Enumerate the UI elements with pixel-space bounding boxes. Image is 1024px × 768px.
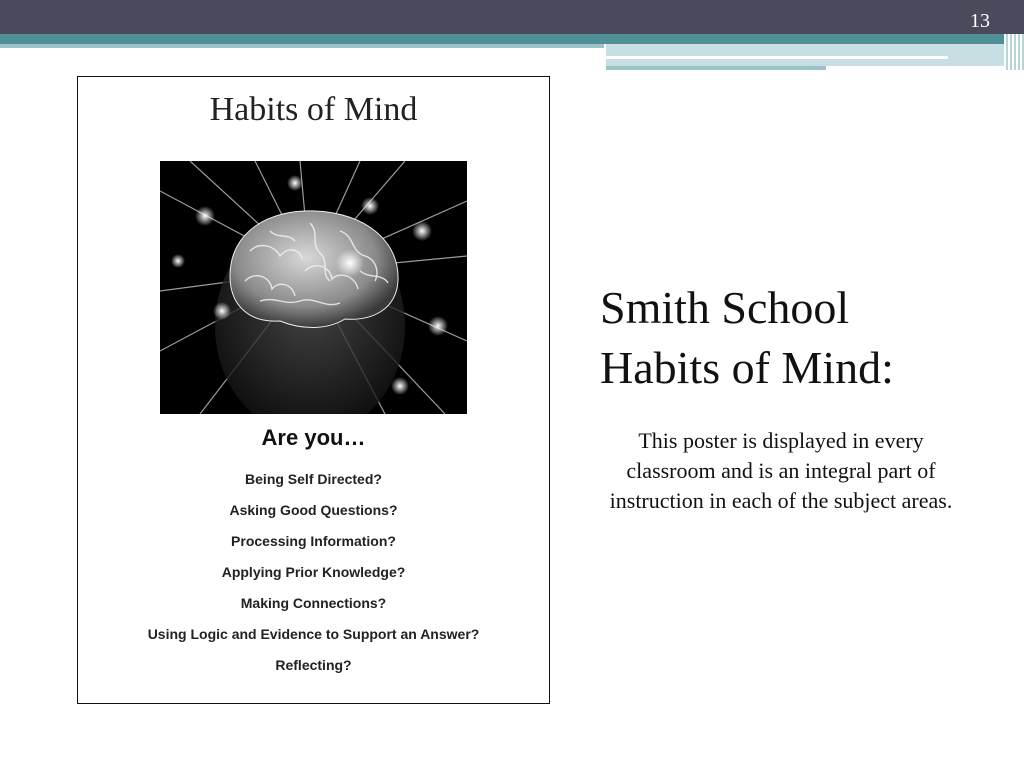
slide-title-line-2: Habits of Mind:	[600, 342, 894, 393]
top-bar	[0, 0, 1024, 34]
slide-title	[600, 278, 1000, 398]
brain-icon	[160, 161, 467, 414]
list-item: Reflecting?	[275, 657, 352, 673]
habits-poster	[77, 76, 550, 704]
decorative-lines	[1004, 34, 1024, 70]
list-item: Being Self Directed?	[245, 471, 382, 487]
slide-title-line-1: Smith School	[600, 282, 850, 333]
list-item: Applying Prior Knowledge?	[221, 564, 406, 580]
list-item: Using Logic and Evidence to Support an Answer?	[147, 626, 480, 642]
list-item: Asking Good Questions?	[229, 502, 398, 518]
accent-stripe-light	[606, 44, 1024, 66]
slide-body-text: This poster is displayed in every classroom and is an integral part of instruction in each of the subject areas.	[609, 428, 953, 513]
poster-title: Habits of Mind	[209, 91, 418, 128]
list-item: Making Connections?	[240, 595, 387, 611]
page-number: 13	[970, 10, 990, 32]
poster-question: Are you…	[261, 425, 366, 450]
accent-stripe-white	[606, 56, 948, 59]
list-item: Processing Information?	[231, 533, 396, 549]
habit-list	[78, 469, 549, 686]
accent-stripe	[0, 34, 1024, 44]
accent-stripe-thin	[0, 44, 604, 48]
accent-stripe-lower	[606, 66, 826, 70]
